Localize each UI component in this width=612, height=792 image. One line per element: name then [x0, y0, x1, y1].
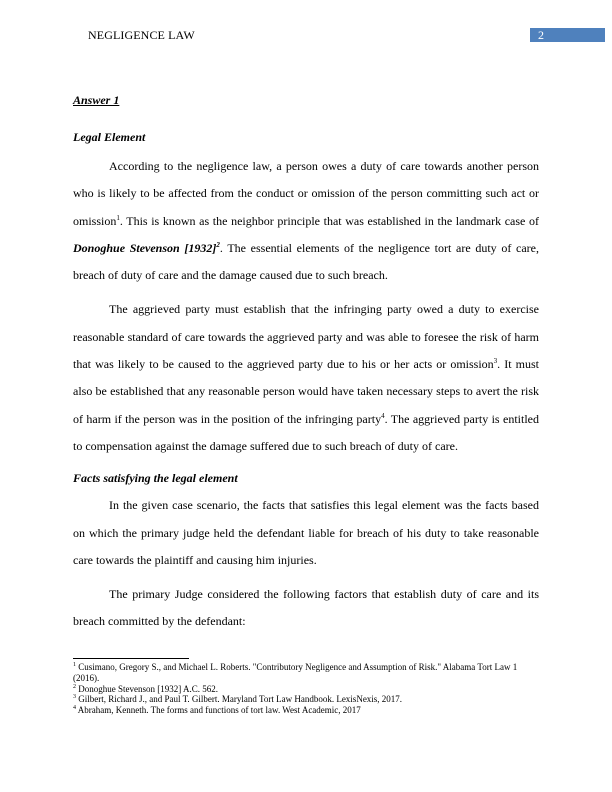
paragraph-1-text-b: . This is known as the neighbor principle that was established in the landmark case of: [119, 213, 539, 228]
document-body: [73, 87, 539, 636]
footnote-ref-1[interactable]: 1: [116, 213, 120, 222]
footnote-ref-3[interactable]: 3: [493, 357, 498, 366]
answer-heading: [73, 87, 539, 114]
paragraph-3: In the given case scenario, the facts that satisfies this legal element was the facts based on which the primary judge held the defendant liable for breach of his duty to take reasonable care towards the plaintiff and causing him injuries.: [73, 498, 539, 567]
footnotes: [73, 662, 539, 716]
paragraph-4: The primary Judge considered the following factors that establish duty of care and its breach committed by the defendant:: [73, 587, 539, 629]
case-citation: Donoghue Stevenson [1932]: [73, 240, 217, 255]
header-title: NEGLIGENCE LAW: [88, 28, 195, 42]
answer-heading-text: Answer 1: [73, 93, 120, 107]
paragraph-1: [73, 153, 539, 289]
paragraph-2-text-c: . The aggrieved party is entitled to compensation against the damage suffered due to such breach of duty of care.: [73, 411, 539, 453]
footnote-4: $^4$ Abraham, Kenneth. The forms and functions of tort law. West Academic, 2017: [73, 705, 361, 716]
footnote-ref-2[interactable]: 2: [216, 240, 220, 249]
paragraph-2-text-b: . It must also be established that any reasonable person would have taken necessary steps to avert the risk of harm if the person was in the position of the infringing party: [73, 357, 539, 426]
paragraph-2: [73, 296, 539, 460]
facts-heading: Facts satisfying the legal element: [73, 471, 238, 486]
paragraph-2-text-a: The aggrieved party must establish that the infringing party owed a duty to exercise reasonable standard of care towards the aggrieved party and was able to foresee the risk of harm that was likely to be caused to the aggrieved party due to his or her acts or omission: [73, 302, 539, 372]
paragraph-1-text-a: According to the negligence law, a person owes a duty of care towards another person who is likely to be affected from the conduct or omission of the person committing such act or omission: [73, 159, 539, 228]
footnote-2: $^2$ Donoghue Stevenson [1932] A.C. 562.: [73, 683, 218, 694]
paragraph-1-text-c: . The essential elements of the negligence tort are duty of care, breach of duty of care and the damage caused due to such breach.: [73, 240, 540, 283]
footnote-separator: [73, 658, 189, 659]
footnote-ref-4[interactable]: 4: [381, 411, 385, 420]
page-number: 2: [530, 28, 605, 42]
legal-element-heading: Legal Element: [73, 130, 146, 144]
footnote-1: $^1$ Cusimano, Gregory S., and Michael L. Roberts. "Contributory Negligence and Assumption of Risk." Alabama Tort Law 1 (2016).: [73, 662, 518, 683]
footnote-3: $^3$ Gilbert, Richard J., and Paul T. Gilbert. Maryland Tort Law Handbook. LexisNexis, 2017.: [73, 694, 403, 705]
